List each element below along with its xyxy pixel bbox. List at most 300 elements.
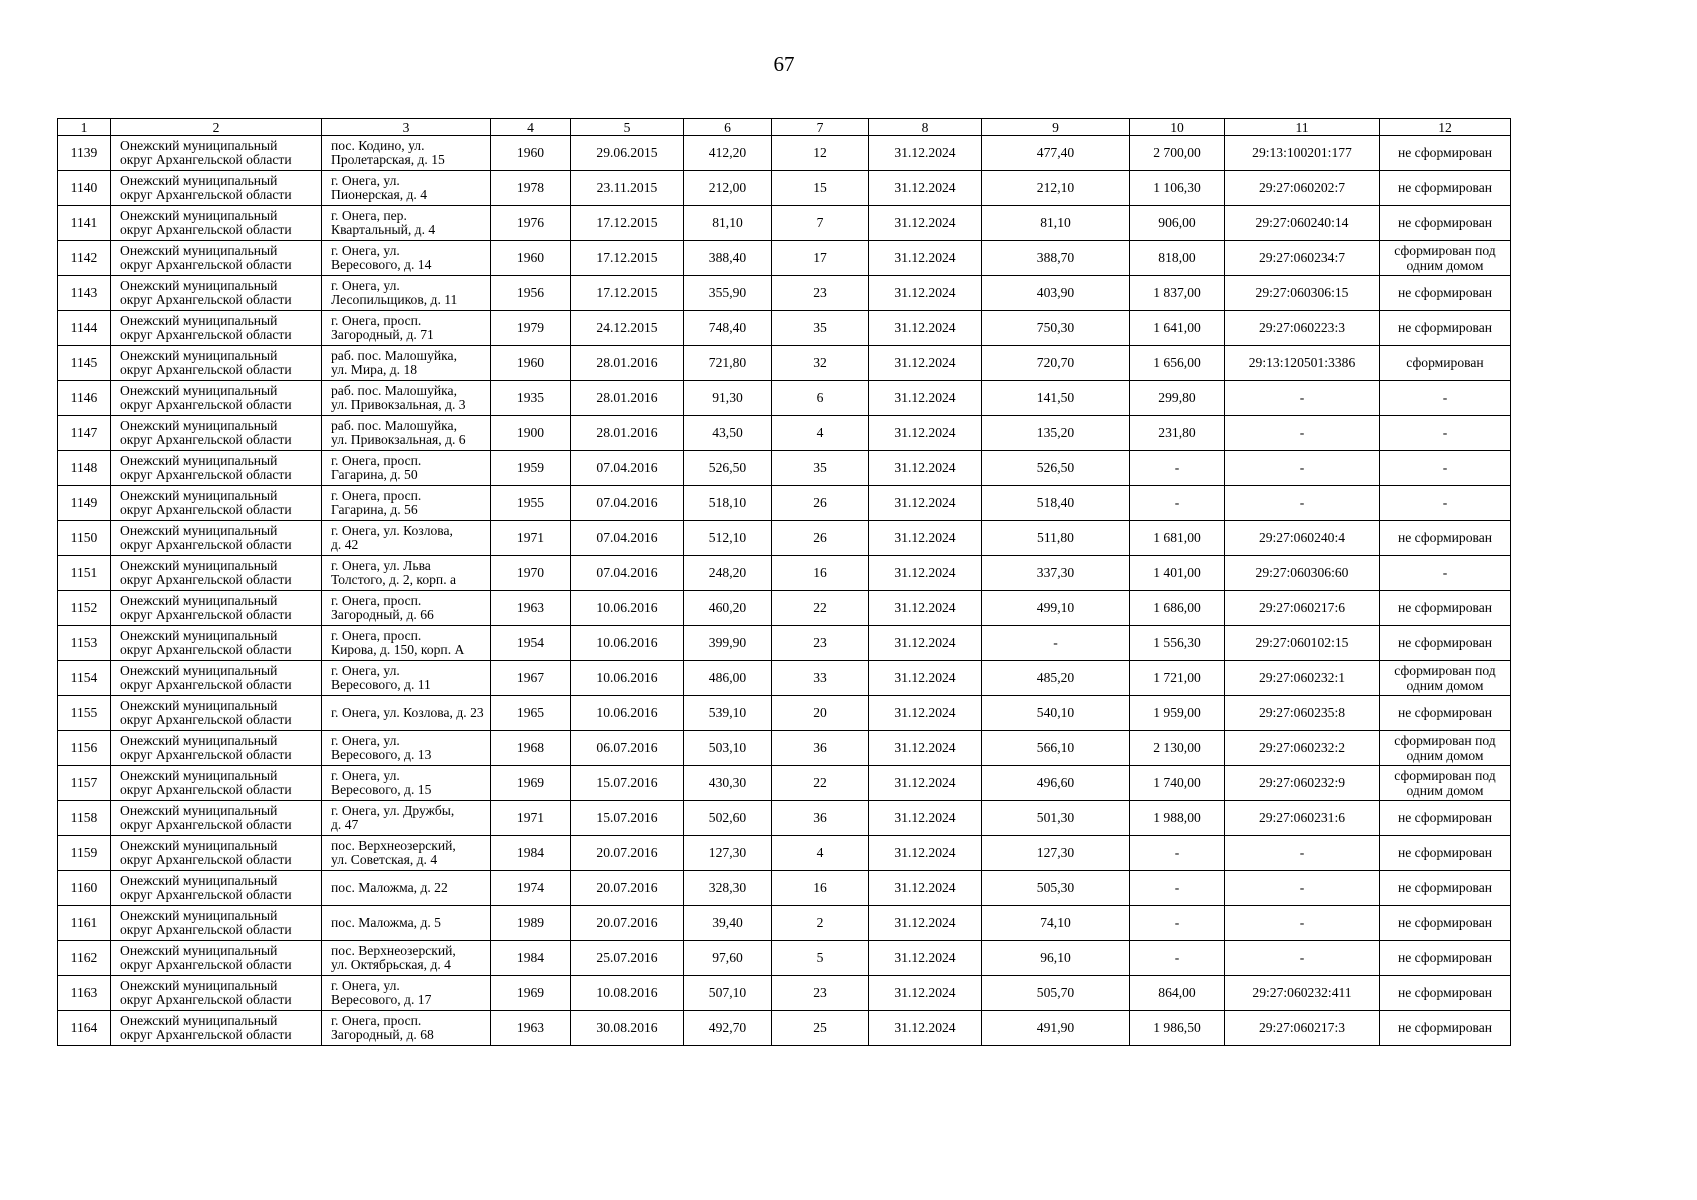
land-status-cell	[1380, 276, 1511, 311]
owner-cell	[111, 871, 322, 906]
deadline-cell: 31.12.2024	[869, 171, 982, 206]
residents-cell: 36	[772, 731, 869, 766]
land-status-cell	[1380, 661, 1511, 696]
land-status-cell-line: -	[1442, 425, 1448, 441]
row-number-cell: 1145	[58, 346, 111, 381]
year-cell: 1960	[491, 346, 571, 381]
area2-cell: 526,50	[982, 451, 1130, 486]
year-cell: 1974	[491, 871, 571, 906]
column-header: 4	[491, 119, 571, 136]
land-area-cell: 1 740,00	[1130, 766, 1225, 801]
land-area-cell: 1 106,30	[1130, 171, 1225, 206]
owner-cell-line: Онежский муниципальный	[120, 487, 278, 503]
residents-cell: 4	[772, 416, 869, 451]
land-status-cell	[1380, 976, 1511, 1011]
deadline-cell: 31.12.2024	[869, 241, 982, 276]
address-cell	[322, 871, 491, 906]
address-cell	[322, 801, 491, 836]
address-cell-line: Вересового, д. 11	[331, 677, 431, 692]
address-cell-line: г. Онега, ул. Дружбы,	[331, 802, 455, 818]
residents-cell: 4	[772, 836, 869, 871]
residents-cell: 16	[772, 871, 869, 906]
area2-cell: 81,10	[982, 206, 1130, 241]
row-number-cell: 1157	[58, 766, 111, 801]
area-cell: 748,40	[684, 311, 772, 346]
area-cell: 43,50	[684, 416, 772, 451]
area-cell: 248,20	[684, 556, 772, 591]
table-row	[58, 661, 1511, 696]
year-cell: 1935	[491, 381, 571, 416]
land-area-cell: 1 988,00	[1130, 801, 1225, 836]
table-row	[58, 941, 1511, 976]
owner-cell-line: округ Архангельской области	[120, 222, 292, 237]
year-cell: 1959	[491, 451, 571, 486]
year-cell: 1971	[491, 801, 571, 836]
land-status-cell-line: сформирован под	[1394, 732, 1496, 748]
table-row	[58, 696, 1511, 731]
owner-cell-line: округ Архангельской области	[120, 852, 292, 867]
residents-cell: 7	[772, 206, 869, 241]
land-area-cell: 1 641,00	[1130, 311, 1225, 346]
row-number-cell: 1149	[58, 486, 111, 521]
owner-cell-line: Онежский муниципальный	[120, 452, 278, 468]
owner-cell-line: округ Архангельской области	[120, 712, 292, 727]
year-cell: 1956	[491, 276, 571, 311]
row-number-cell: 1147	[58, 416, 111, 451]
area2-cell: 337,30	[982, 556, 1130, 591]
owner-cell-line: округ Архангельской области	[120, 747, 292, 762]
address-cell	[322, 311, 491, 346]
land-area-cell: 1 556,30	[1130, 626, 1225, 661]
area2-cell: 501,30	[982, 801, 1130, 836]
address-cell-line: Гагарина, д. 50	[331, 467, 418, 482]
owner-cell-line: Онежский муниципальный	[120, 137, 278, 153]
land-status-cell-line: не сформирован	[1397, 880, 1493, 896]
land-status-cell	[1380, 696, 1511, 731]
area-cell: 526,50	[684, 451, 772, 486]
land-status-cell-line: одним домом	[1406, 783, 1484, 798]
row-number-cell: 1163	[58, 976, 111, 1011]
owner-cell	[111, 206, 322, 241]
deadline-cell: 31.12.2024	[869, 206, 982, 241]
land-status-cell-line: не сформирован	[1397, 950, 1493, 966]
address-cell-line: пос. Маложма, д. 22	[331, 879, 448, 895]
land-area-cell: 818,00	[1130, 241, 1225, 276]
date-cell: 28.01.2016	[571, 381, 684, 416]
land-status-cell-line: сформирован	[1406, 355, 1484, 371]
owner-cell	[111, 836, 322, 871]
address-cell	[322, 836, 491, 871]
owner-cell-line: Онежский муниципальный	[120, 172, 278, 188]
address-cell-line: г. Онега, просп.	[331, 1012, 422, 1028]
land-status-cell-line: не сформирован	[1397, 810, 1493, 826]
area2-cell: 388,70	[982, 241, 1130, 276]
date-cell: 10.08.2016	[571, 976, 684, 1011]
residents-cell: 26	[772, 521, 869, 556]
owner-cell-line: Онежский муниципальный	[120, 522, 278, 538]
area-cell: 539,10	[684, 696, 772, 731]
year-cell: 1900	[491, 416, 571, 451]
owner-cell-line: округ Архангельской области	[120, 187, 292, 202]
deadline-cell: 31.12.2024	[869, 276, 982, 311]
column-header: 5	[571, 119, 684, 136]
address-cell-line: г. Онега, ул.	[331, 277, 400, 293]
land-area-cell: 231,80	[1130, 416, 1225, 451]
year-cell: 1955	[491, 486, 571, 521]
area-cell: 502,60	[684, 801, 772, 836]
row-number-cell: 1161	[58, 906, 111, 941]
residents-cell: 36	[772, 801, 869, 836]
owner-cell	[111, 696, 322, 731]
cadastre-number-cell: 29:27:060232:2	[1225, 731, 1380, 766]
land-status-cell-line: -	[1442, 495, 1448, 511]
owner-cell-line: Онежский муниципальный	[120, 277, 278, 293]
deadline-cell: 31.12.2024	[869, 451, 982, 486]
area2-cell: 141,50	[982, 381, 1130, 416]
address-cell-line: пос. Маложма, д. 5	[331, 914, 441, 930]
area-cell: 399,90	[684, 626, 772, 661]
row-number-cell: 1158	[58, 801, 111, 836]
land-status-cell-line: одним домом	[1406, 678, 1484, 693]
area2-cell: 505,30	[982, 871, 1130, 906]
address-cell-line: г. Онега, просп.	[331, 452, 422, 468]
cadastre-number-cell: -	[1225, 941, 1380, 976]
deadline-cell: 31.12.2024	[869, 836, 982, 871]
table-row	[58, 1011, 1511, 1046]
column-header: 6	[684, 119, 772, 136]
area-cell: 486,00	[684, 661, 772, 696]
year-cell: 1971	[491, 521, 571, 556]
deadline-cell: 31.12.2024	[869, 696, 982, 731]
owner-cell-line: округ Архангельской области	[120, 782, 292, 797]
owner-cell-line: Онежский муниципальный	[120, 312, 278, 328]
deadline-cell: 31.12.2024	[869, 801, 982, 836]
address-cell	[322, 906, 491, 941]
address-cell-line: г. Онега, ул.	[331, 767, 400, 783]
address-cell-line: Вересового, д. 15	[331, 782, 432, 797]
cadastre-number-cell: 29:27:060306:60	[1225, 556, 1380, 591]
residents-cell: 23	[772, 976, 869, 1011]
area-cell: 430,30	[684, 766, 772, 801]
row-number-cell: 1146	[58, 381, 111, 416]
year-cell: 1969	[491, 976, 571, 1011]
owner-cell	[111, 311, 322, 346]
cadastre-number-cell: 29:27:060232:9	[1225, 766, 1380, 801]
address-cell-line: Пролетарская, д. 15	[331, 152, 445, 167]
table-row	[58, 556, 1511, 591]
table-row	[58, 206, 1511, 241]
deadline-cell: 31.12.2024	[869, 591, 982, 626]
cadastre-number-cell: 29:13:100201:177	[1225, 136, 1380, 171]
table-row	[58, 626, 1511, 661]
land-area-cell: -	[1130, 906, 1225, 941]
residents-cell: 12	[772, 136, 869, 171]
land-status-cell	[1380, 1011, 1511, 1046]
date-cell: 07.04.2016	[571, 451, 684, 486]
land-area-cell: 1 837,00	[1130, 276, 1225, 311]
land-status-cell	[1380, 626, 1511, 661]
area2-cell: 74,10	[982, 906, 1130, 941]
land-status-cell	[1380, 486, 1511, 521]
owner-cell	[111, 626, 322, 661]
row-number-cell: 1153	[58, 626, 111, 661]
area-cell: 721,80	[684, 346, 772, 381]
land-status-cell-line: не сформирован	[1397, 215, 1493, 231]
owner-cell-line: Онежский муниципальный	[120, 382, 278, 398]
land-area-cell: 906,00	[1130, 206, 1225, 241]
residents-cell: 23	[772, 626, 869, 661]
address-cell-line: г. Онега, ул.	[331, 977, 400, 993]
address-cell	[322, 451, 491, 486]
date-cell: 10.06.2016	[571, 661, 684, 696]
table-row	[58, 976, 1511, 1011]
cadastre-number-cell: -	[1225, 871, 1380, 906]
year-cell: 1963	[491, 591, 571, 626]
address-cell	[322, 486, 491, 521]
land-area-cell: 2 130,00	[1130, 731, 1225, 766]
column-header: 10	[1130, 119, 1225, 136]
owner-cell	[111, 416, 322, 451]
address-cell-line: раб. пос. Малошуйка,	[331, 382, 457, 398]
area2-cell: -	[982, 626, 1130, 661]
address-cell	[322, 381, 491, 416]
owner-cell	[111, 731, 322, 766]
land-status-cell-line: не сформирован	[1397, 180, 1493, 196]
row-number-cell: 1164	[58, 1011, 111, 1046]
land-status-cell-line: не сформирован	[1397, 600, 1493, 616]
owner-cell-line: округ Архангельской области	[120, 572, 292, 587]
date-cell: 17.12.2015	[571, 206, 684, 241]
year-cell: 1960	[491, 136, 571, 171]
area2-cell: 750,30	[982, 311, 1130, 346]
year-cell: 1969	[491, 766, 571, 801]
address-cell-line: г. Онега, ул.	[331, 242, 400, 258]
deadline-cell: 31.12.2024	[869, 1011, 982, 1046]
cadastre-number-cell: -	[1225, 836, 1380, 871]
land-status-cell	[1380, 521, 1511, 556]
residents-cell: 20	[772, 696, 869, 731]
address-cell-line: г. Онега, ул.	[331, 172, 400, 188]
address-cell-line: г. Онега, просп.	[331, 592, 422, 608]
land-status-cell	[1380, 206, 1511, 241]
table-row	[58, 836, 1511, 871]
area-cell: 512,10	[684, 521, 772, 556]
deadline-cell: 31.12.2024	[869, 976, 982, 1011]
residents-cell: 32	[772, 346, 869, 381]
address-cell-line: Вересового, д. 14	[331, 257, 432, 272]
column-number-row	[58, 119, 1511, 136]
cadastre-number-cell: 29:27:060231:6	[1225, 801, 1380, 836]
address-cell-line: ул. Советская, д. 4	[331, 852, 438, 867]
year-cell: 1984	[491, 941, 571, 976]
table-row	[58, 486, 1511, 521]
land-area-cell: 2 700,00	[1130, 136, 1225, 171]
table-row	[58, 276, 1511, 311]
owner-cell-line: округ Архангельской области	[120, 432, 292, 447]
address-cell-line: Гагарина, д. 56	[331, 502, 418, 517]
row-number-cell: 1140	[58, 171, 111, 206]
land-area-cell: 864,00	[1130, 976, 1225, 1011]
date-cell: 28.01.2016	[571, 346, 684, 381]
row-number-cell: 1162	[58, 941, 111, 976]
cadastre-number-cell: -	[1225, 906, 1380, 941]
area-cell: 492,70	[684, 1011, 772, 1046]
address-cell-line: раб. пос. Малошуйка,	[331, 347, 457, 363]
owner-cell-line: Онежский муниципальный	[120, 732, 278, 748]
owner-cell	[111, 276, 322, 311]
cadastre-number-cell: 29:27:060232:1	[1225, 661, 1380, 696]
year-cell: 1978	[491, 171, 571, 206]
address-cell	[322, 731, 491, 766]
deadline-cell: 31.12.2024	[869, 626, 982, 661]
deadline-cell: 31.12.2024	[869, 311, 982, 346]
residents-cell: 33	[772, 661, 869, 696]
land-status-cell-line: одним домом	[1406, 258, 1484, 273]
address-cell-line: г. Онега, ул.	[331, 732, 400, 748]
date-cell: 25.07.2016	[571, 941, 684, 976]
owner-cell	[111, 801, 322, 836]
residents-cell: 23	[772, 276, 869, 311]
land-status-cell-line: -	[1442, 460, 1448, 476]
address-cell	[322, 556, 491, 591]
year-cell: 1979	[491, 311, 571, 346]
land-status-cell-line: сформирован под	[1394, 767, 1496, 783]
table-row	[58, 521, 1511, 556]
table-row	[58, 311, 1511, 346]
land-status-cell	[1380, 836, 1511, 871]
owner-cell	[111, 976, 322, 1011]
year-cell: 1968	[491, 731, 571, 766]
address-cell	[322, 206, 491, 241]
deadline-cell: 31.12.2024	[869, 416, 982, 451]
address-cell-line: г. Онега, пер.	[331, 207, 407, 223]
owner-cell-line: округ Архангельской области	[120, 922, 292, 937]
cadastre-number-cell: 29:27:060217:6	[1225, 591, 1380, 626]
land-status-cell-line: не сформирован	[1397, 530, 1493, 546]
column-header: 7	[772, 119, 869, 136]
deadline-cell: 31.12.2024	[869, 556, 982, 591]
residents-cell: 35	[772, 451, 869, 486]
land-status-cell	[1380, 451, 1511, 486]
land-status-cell	[1380, 556, 1511, 591]
owner-cell-line: округ Архангельской области	[120, 677, 292, 692]
area-cell: 412,20	[684, 136, 772, 171]
address-cell-line: д. 47	[331, 817, 359, 832]
address-cell	[322, 346, 491, 381]
area2-cell: 127,30	[982, 836, 1130, 871]
address-cell-line: Загородный, д. 66	[331, 607, 434, 622]
land-status-cell-line: не сформирован	[1397, 635, 1493, 651]
table-row	[58, 801, 1511, 836]
area-cell: 91,30	[684, 381, 772, 416]
year-cell: 1976	[491, 206, 571, 241]
area2-cell: 403,90	[982, 276, 1130, 311]
area-cell: 388,40	[684, 241, 772, 276]
owner-cell	[111, 451, 322, 486]
address-cell	[322, 521, 491, 556]
address-cell-line: г. Онега, ул.	[331, 662, 400, 678]
owner-cell-line: Онежский муниципальный	[120, 627, 278, 643]
area2-cell: 96,10	[982, 941, 1130, 976]
address-cell	[322, 941, 491, 976]
land-status-cell	[1380, 766, 1511, 801]
land-status-cell-line: не сформирован	[1397, 145, 1493, 161]
owner-cell-line: округ Архангельской области	[120, 537, 292, 552]
cadastre-number-cell: 29:27:060240:4	[1225, 521, 1380, 556]
owner-cell-line: Онежский муниципальный	[120, 1012, 278, 1028]
date-cell: 07.04.2016	[571, 486, 684, 521]
owner-cell-line: Онежский муниципальный	[120, 837, 278, 853]
owner-cell	[111, 906, 322, 941]
column-header: 1	[58, 119, 111, 136]
address-cell-line: Кирова, д. 150, корп. А	[331, 642, 465, 657]
deadline-cell: 31.12.2024	[869, 661, 982, 696]
owner-cell-line: округ Архангельской области	[120, 607, 292, 622]
table-row	[58, 381, 1511, 416]
owner-cell-line: округ Архангельской области	[120, 327, 292, 342]
owner-cell-line: Онежский муниципальный	[120, 592, 278, 608]
land-status-cell-line: не сформирован	[1397, 285, 1493, 301]
address-cell-line: г. Онега, просп.	[331, 627, 422, 643]
date-cell: 29.06.2015	[571, 136, 684, 171]
area2-cell: 540,10	[982, 696, 1130, 731]
cadastre-number-cell: 29:27:060232:411	[1225, 976, 1380, 1011]
row-number-cell: 1154	[58, 661, 111, 696]
owner-cell-line: округ Архангельской области	[120, 642, 292, 657]
area-cell: 355,90	[684, 276, 772, 311]
housing-registry-table	[57, 118, 1511, 1046]
address-cell-line: пос. Кодино, ул.	[331, 137, 425, 153]
row-number-cell: 1143	[58, 276, 111, 311]
area2-cell: 566,10	[982, 731, 1130, 766]
owner-cell-line: Онежский муниципальный	[120, 767, 278, 783]
area-cell: 460,20	[684, 591, 772, 626]
year-cell: 1989	[491, 906, 571, 941]
row-number-cell: 1142	[58, 241, 111, 276]
land-status-cell	[1380, 311, 1511, 346]
row-number-cell: 1156	[58, 731, 111, 766]
owner-cell-line: округ Архангельской области	[120, 397, 292, 412]
residents-cell: 26	[772, 486, 869, 521]
year-cell: 1954	[491, 626, 571, 661]
cadastre-number-cell: 29:27:060102:15	[1225, 626, 1380, 661]
owner-cell-line: округ Архангельской области	[120, 362, 292, 377]
column-header: 2	[111, 119, 322, 136]
deadline-cell: 31.12.2024	[869, 486, 982, 521]
owner-cell	[111, 556, 322, 591]
row-number-cell: 1155	[58, 696, 111, 731]
deadline-cell: 31.12.2024	[869, 731, 982, 766]
date-cell: 10.06.2016	[571, 696, 684, 731]
land-area-cell: -	[1130, 836, 1225, 871]
address-cell-line: г. Онега, просп.	[331, 312, 422, 328]
land-status-cell-line: не сформирован	[1397, 705, 1493, 721]
area-cell: 503,10	[684, 731, 772, 766]
owner-cell-line: округ Архангельской области	[120, 957, 292, 972]
land-status-cell-line: не сформирован	[1397, 915, 1493, 931]
cadastre-number-cell: -	[1225, 381, 1380, 416]
address-cell	[322, 416, 491, 451]
owner-cell	[111, 1011, 322, 1046]
deadline-cell: 31.12.2024	[869, 906, 982, 941]
date-cell: 20.07.2016	[571, 836, 684, 871]
area2-cell: 499,10	[982, 591, 1130, 626]
land-status-cell-line: не сформирован	[1397, 845, 1493, 861]
residents-cell: 22	[772, 766, 869, 801]
address-cell	[322, 1011, 491, 1046]
address-cell-line: г. Онега, ул. Козлова,	[331, 522, 453, 538]
owner-cell-line: Онежский муниципальный	[120, 417, 278, 433]
